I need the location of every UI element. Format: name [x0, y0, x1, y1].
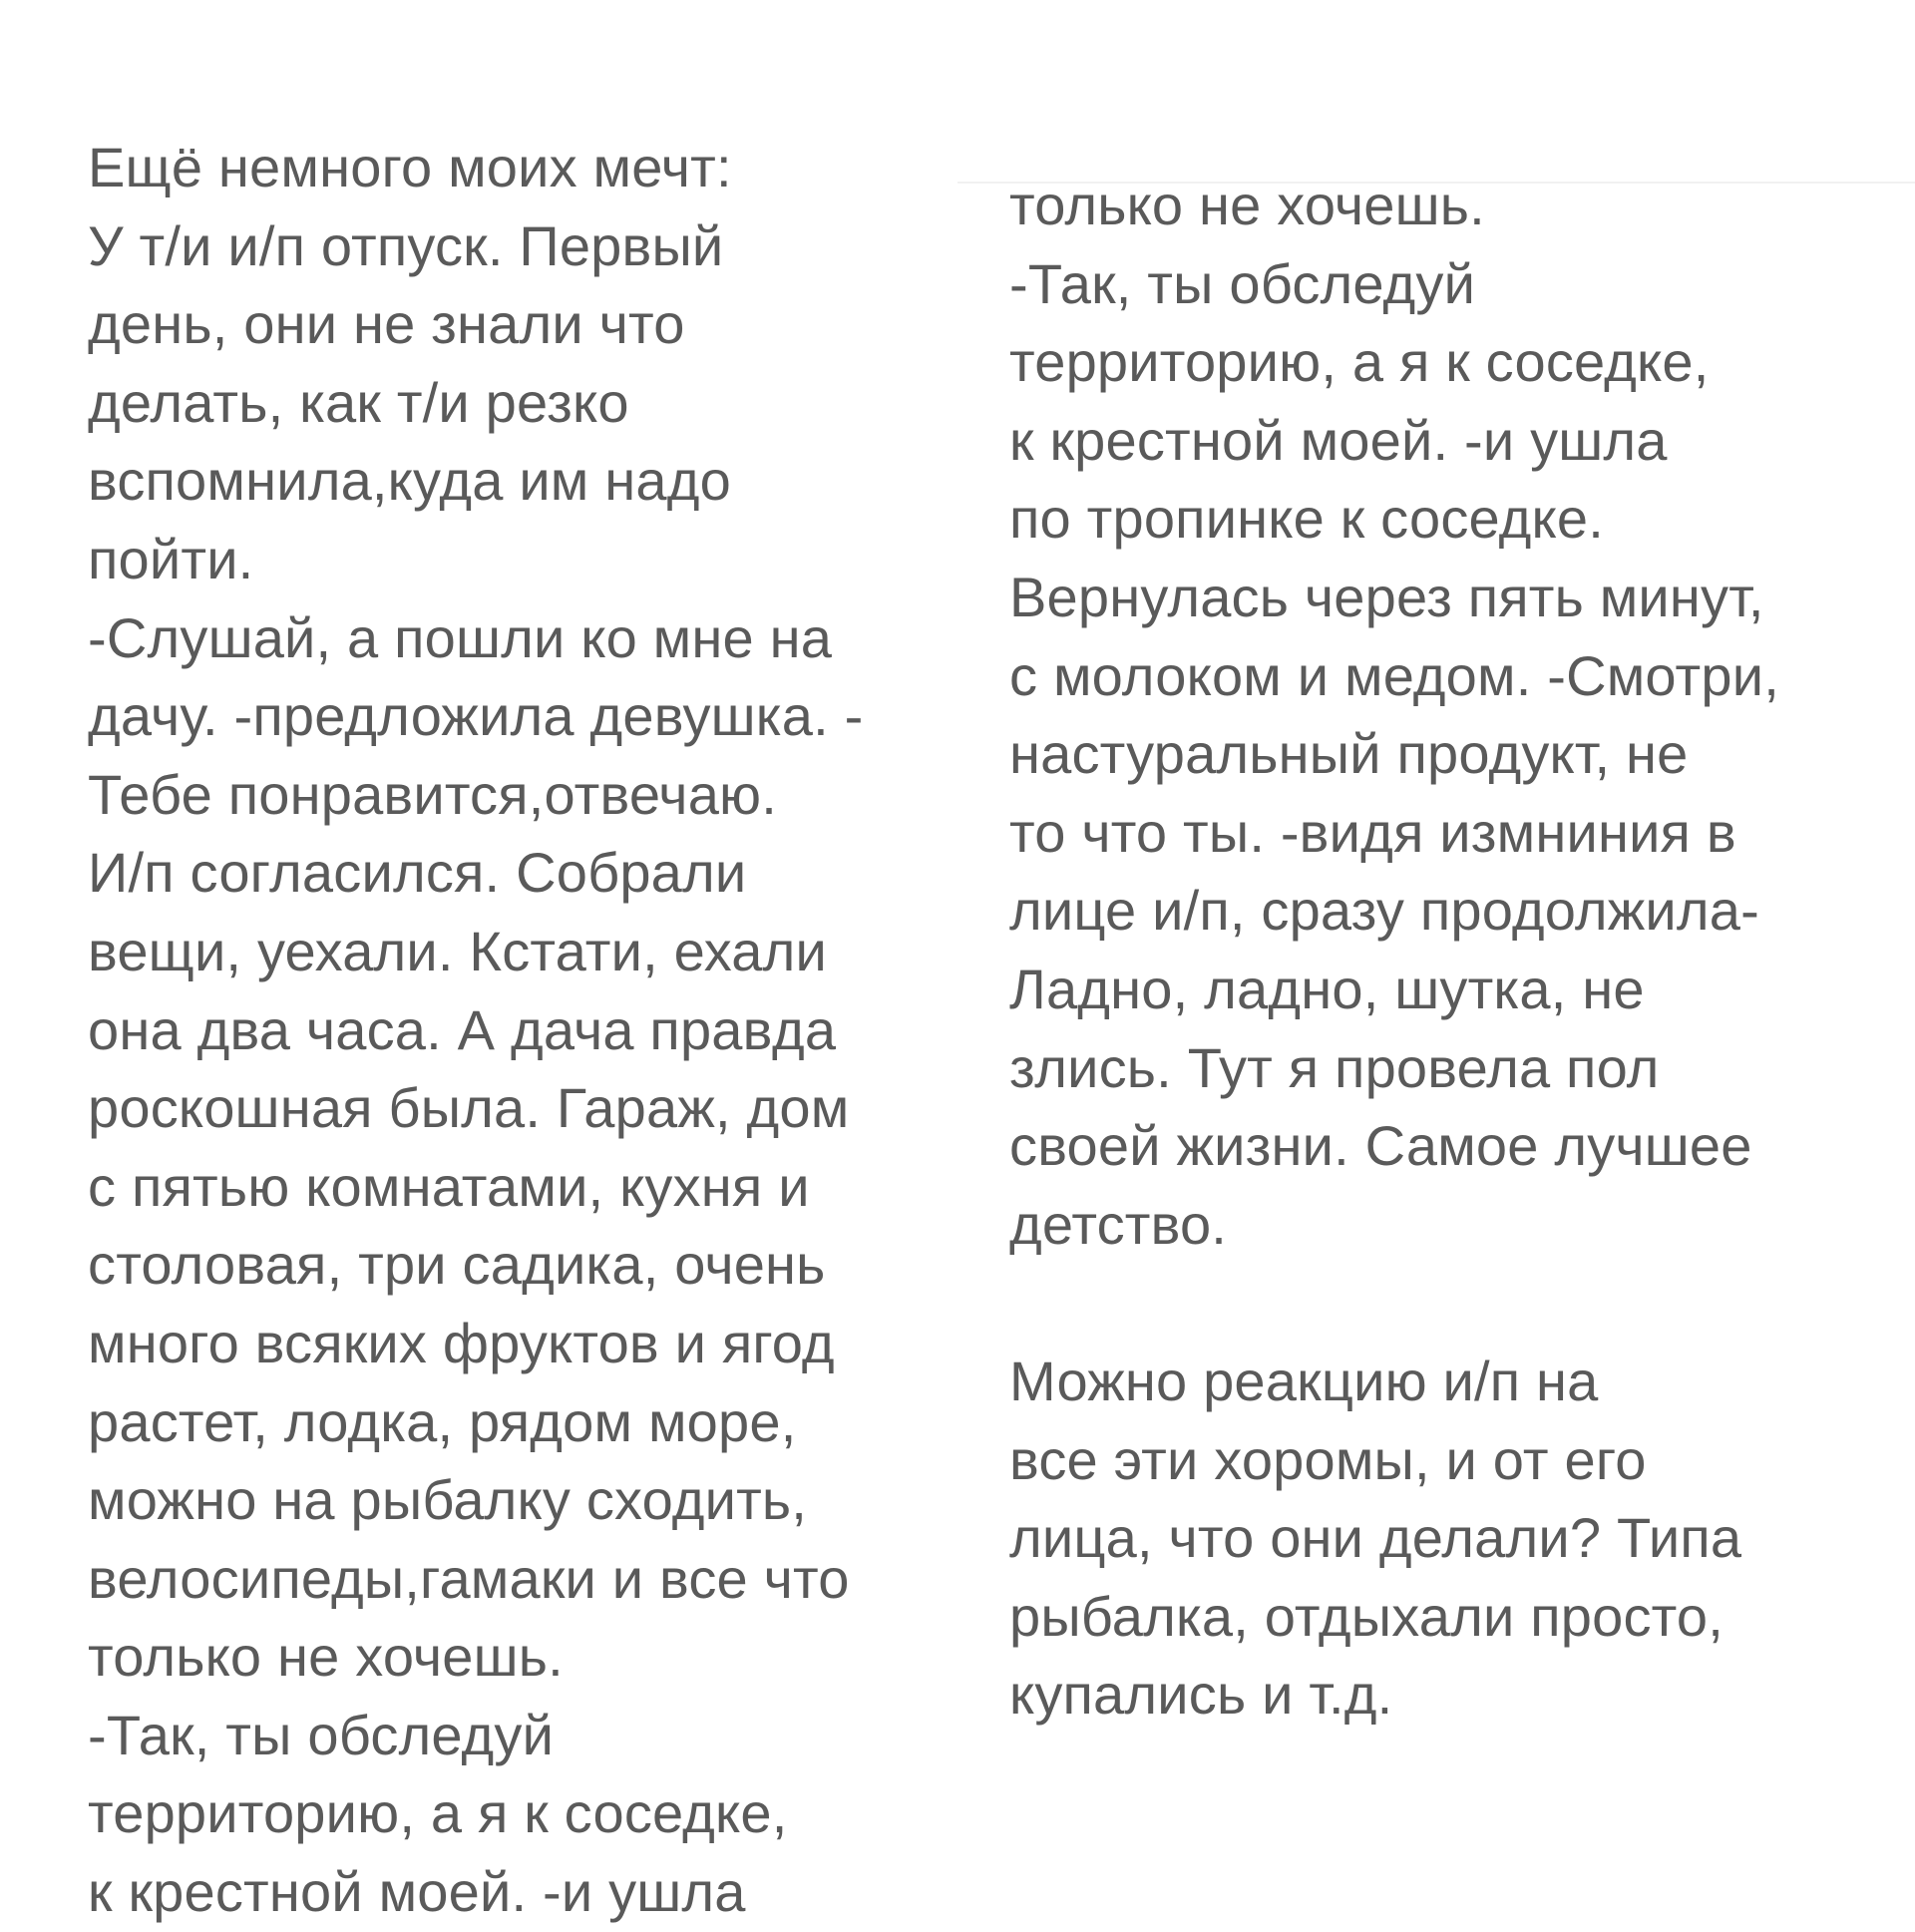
- text-line: можно на рыбалку сходить,: [88, 1468, 808, 1532]
- text-line: много всяких фруктов и ягод: [88, 1311, 835, 1374]
- text-line: купались и т.д.: [1009, 1663, 1393, 1727]
- text-line: растет, лодка, рядом море,: [88, 1389, 797, 1453]
- text-line: детство.: [1009, 1192, 1228, 1256]
- text-line: -Слушай, а пошли ко мне на: [88, 605, 833, 669]
- text-line: У т/и и/п отпуск. Первый: [88, 213, 724, 277]
- text-line: роскошная была. Гараж, дом: [88, 1076, 850, 1140]
- text-line: она два часа. А дача правда: [88, 997, 837, 1061]
- text-line: пойти.: [88, 527, 254, 590]
- text-line: -Так, ты обследуй: [1009, 251, 1476, 315]
- text-line: все эти хоромы, и от его: [1009, 1427, 1647, 1491]
- text-line: Ладно, ладно, шутка, не: [1009, 957, 1645, 1020]
- text-line: Можно реакцию и/п на: [1009, 1349, 1599, 1412]
- text-line: Тебе понравится,отвечаю.: [88, 762, 777, 826]
- text-line: вспомнила,куда им надо: [88, 449, 731, 513]
- text-line: велосипеды,гамаки и все что: [88, 1546, 850, 1610]
- text-line: территорию, а я к соседке,: [1009, 330, 1710, 394]
- blank-line: [1009, 1264, 1779, 1343]
- text-line: вещи, уехали. Кстати, ехали: [88, 919, 828, 982]
- text-line: лице и/п, сразу продолжила-: [1009, 879, 1759, 943]
- text-line: только не хочешь.: [1009, 174, 1485, 236]
- text-line: И/п согласился. Собрали: [88, 841, 747, 905]
- text-line: территорию, а я к соседке,: [88, 1781, 788, 1845]
- text-line: рыбалка, отдыхали просто,: [1009, 1584, 1724, 1648]
- text-line: только не хочешь.: [88, 1625, 564, 1689]
- text-line: злись. Тут я провела пол: [1009, 1035, 1660, 1099]
- text-line: то что ты. -видя измниния в: [1009, 800, 1736, 864]
- text-line: Вернулась через пять минут,: [1009, 565, 1764, 628]
- text-line: столовая, три садика, очень: [88, 1233, 826, 1297]
- text-line: своей жизни. Самое лучшее: [1009, 1114, 1752, 1178]
- left-text-column: [88, 129, 863, 1932]
- text-line: дачу. -предложила девушка. -: [88, 684, 864, 748]
- text-line: с молоком и медом. -Смотри,: [1009, 643, 1779, 707]
- text-line: -Так, ты обследуй: [88, 1703, 555, 1766]
- text-line: лица, что они делали? Типа: [1009, 1506, 1742, 1570]
- right-text-column: [1009, 167, 1779, 1735]
- text-line: делать, как т/и резко: [88, 370, 629, 434]
- text-line: к крестной моей. -и ушла: [88, 1860, 746, 1924]
- text-line: к крестной моей. -и ушла: [1009, 408, 1668, 472]
- text-line: Ещё немного моих мечт:: [88, 136, 732, 198]
- text-line: день, они не знали что: [88, 292, 685, 356]
- text-line: по тропинке к соседке.: [1009, 487, 1604, 551]
- text-line: настуральный продукт, не: [1009, 722, 1689, 786]
- text-line: с пятью комнатами, кухня и: [88, 1154, 810, 1218]
